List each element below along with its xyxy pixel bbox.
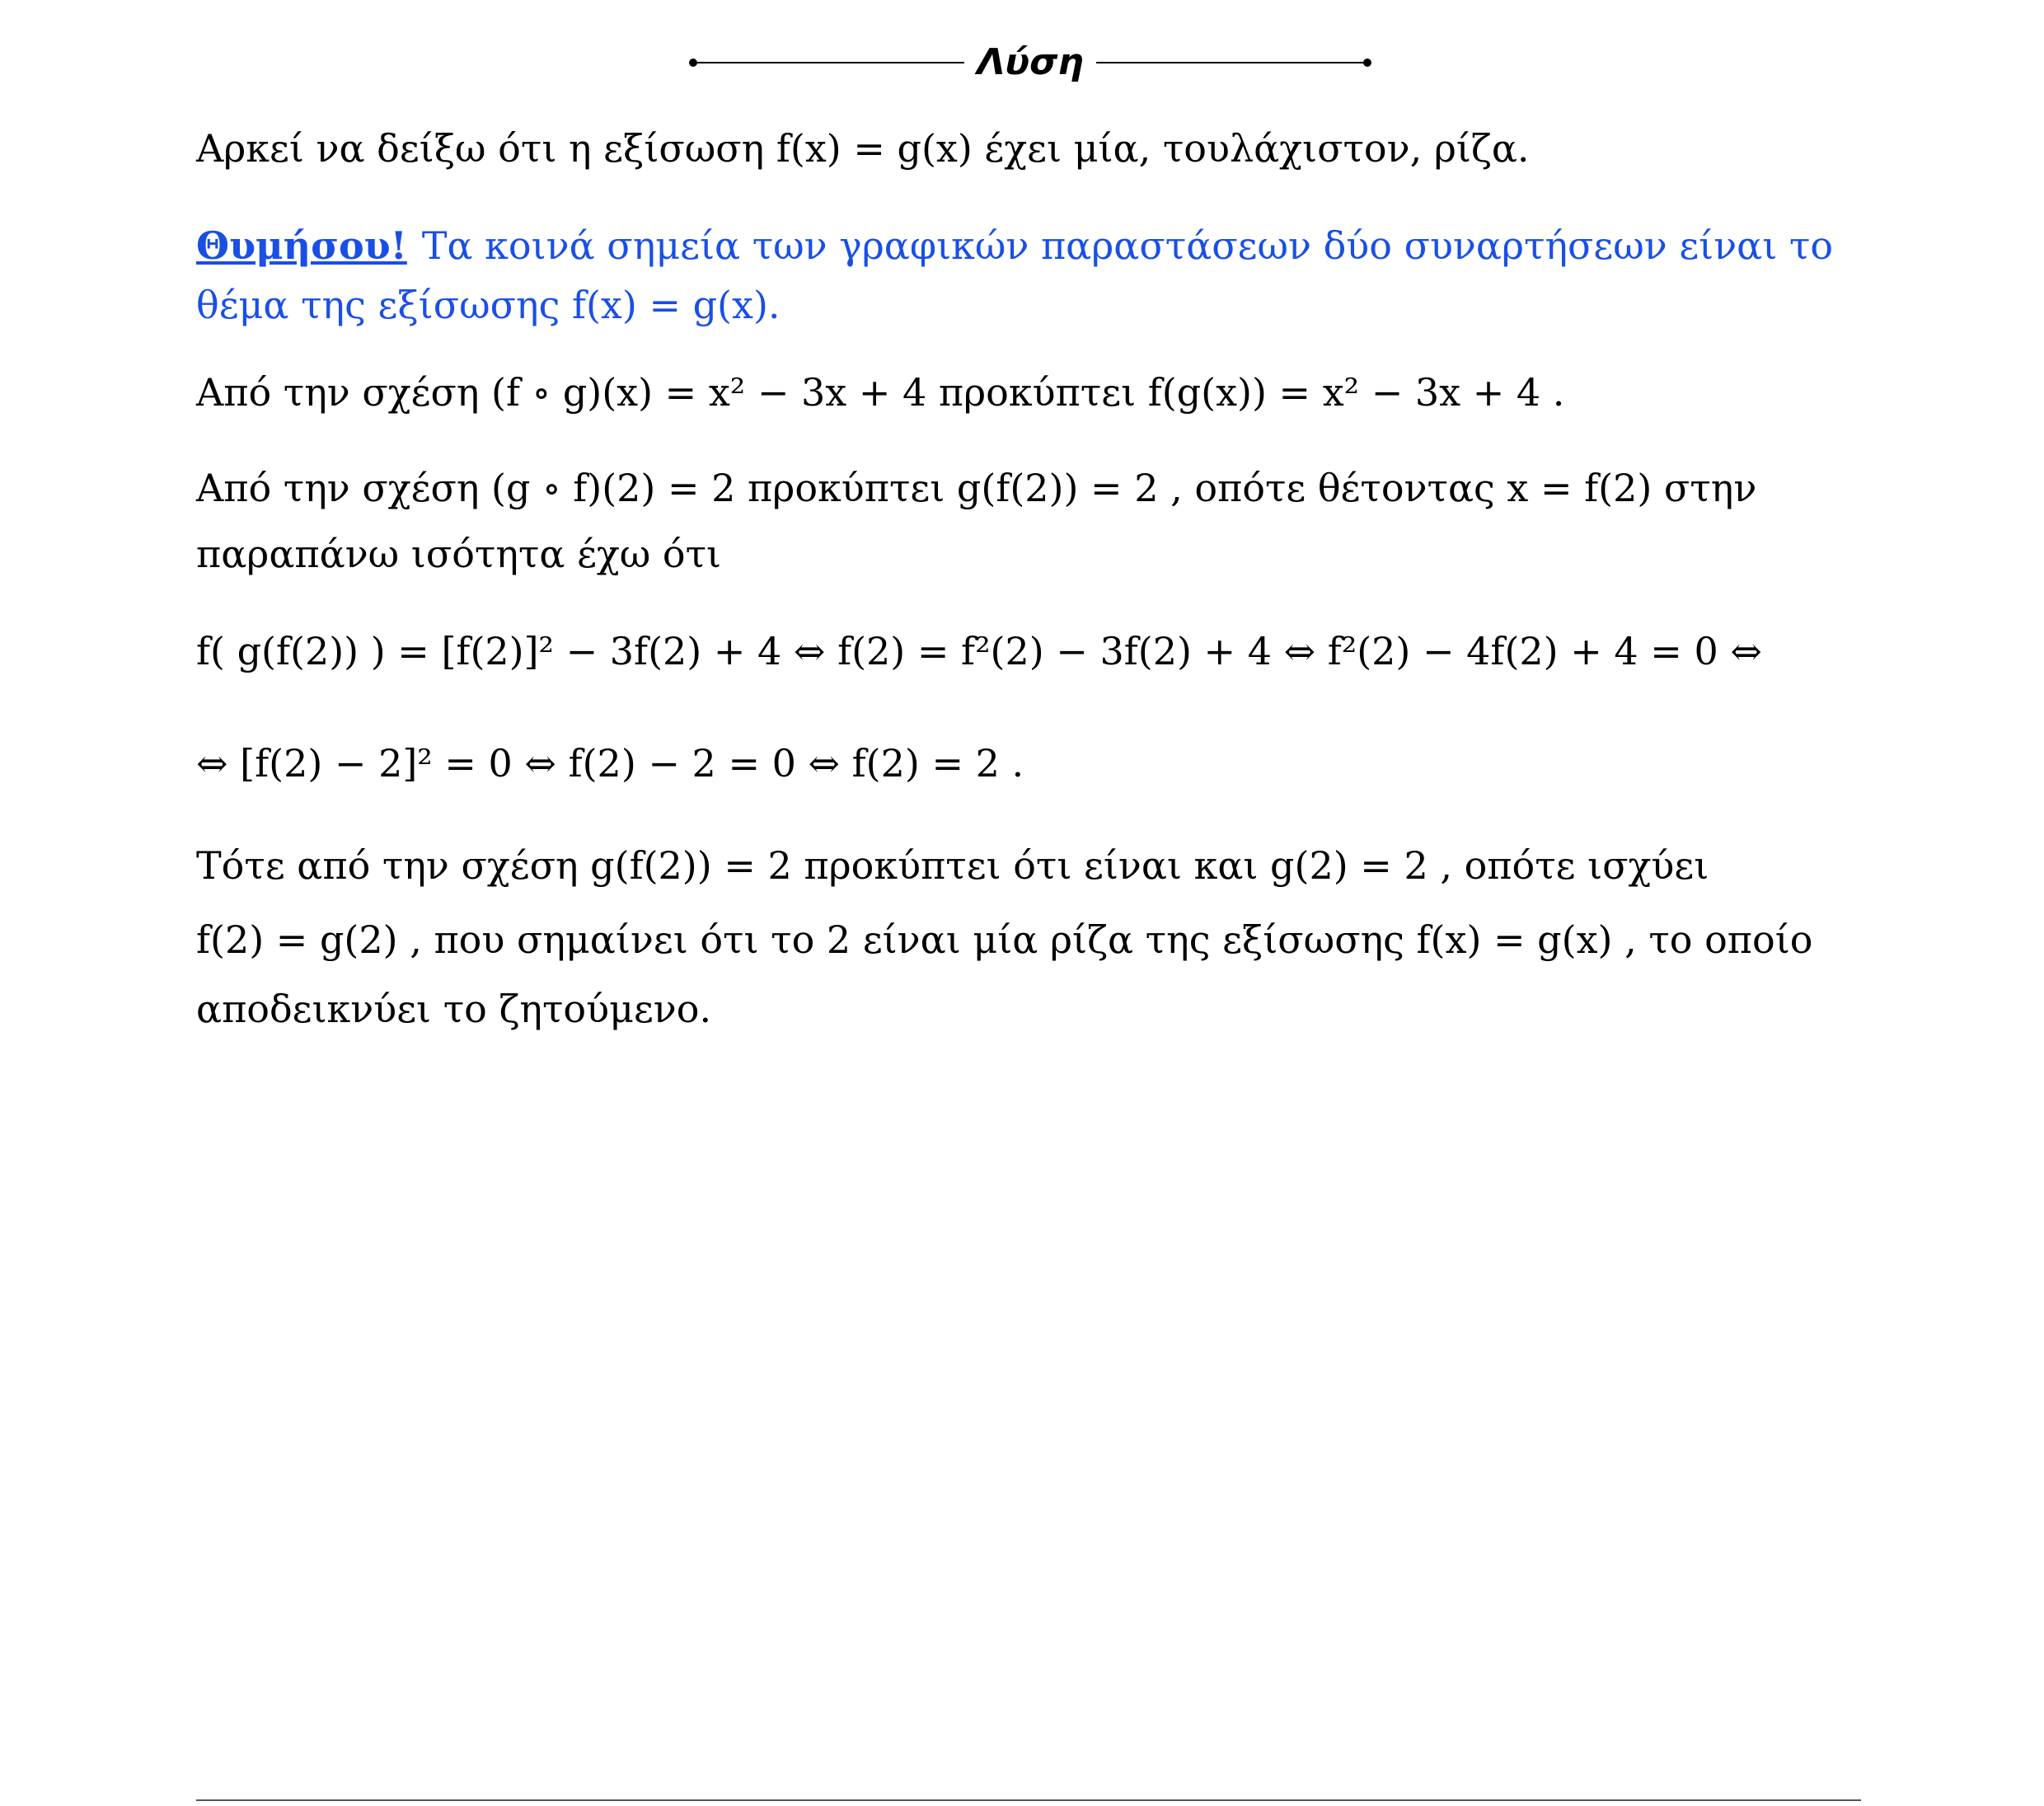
paragraph-conclusion-line1: Τότε από την σχέση g(f(2)) = 2 προκύπτει ότι είναι και g(2) = 2 , οπότε ισχύει [196,843,1709,888]
paragraph-composition-gf-line2: παραπάνω ισότητα έχω ότι [196,532,722,576]
paragraph-composition-gf-line1: Από την σχέση (g ∘ f)(2) = 2 προκύπτει g(f(2)) = 2 , οπότε θέτοντας x = f(2) στην [196,466,1757,510]
paragraph-composition-fg: Από την σχέση (f ∘ g)(x) = x² − 3x + 4 προκύπτει f(g(x)) = x² − 3x + 4 . [196,370,1565,415]
remember-label: Θυμήσου! [196,223,407,268]
paragraph-conclusion-line3: αποδεικνύει το ζητούμενο. [196,987,712,1031]
paragraph-goal: Αρκεί να δείξω ότι η εξίσωση f(x) = g(x) έχει μία, τουλάχιστον, ρίζα. [196,126,1530,171]
header-left-rule [692,62,964,63]
equation-line2: ⇔ [f(2) − 2]² = 0 ⇔ f(2) − 2 = 0 ⇔ f(2) = 2 . [196,741,1024,786]
paragraph-conclusion-line2: f(2) = g(2) , που σημαίνει ότι το 2 είναι μία ρίζα της εξίσωσης f(x) = g(x) , το οποίο [196,917,1813,962]
remember-note-line2: θέμα της εξίσωσης f(x) = g(x). [196,283,781,327]
footer-divider [196,1799,1861,1801]
remember-text: Τα κοινά σημεία των γραφικών παραστάσεων δύο συναρτήσεων είναι το [421,223,1834,268]
solution-header [0,33,2044,91]
equation-line1: f( g(f(2)) ) = [f(2)]² − 3f(2) + 4 ⇔ f(2) = f²(2) − 3f(2) + 4 ⇔ f²(2) − 4f(2) + 4 = 0 ⇔ [196,629,1762,673]
remember-note-line1 [196,221,1833,270]
header-right-dot [1363,59,1371,67]
header-right-rule [1096,62,1368,63]
header-title: Λύση [977,41,1084,83]
